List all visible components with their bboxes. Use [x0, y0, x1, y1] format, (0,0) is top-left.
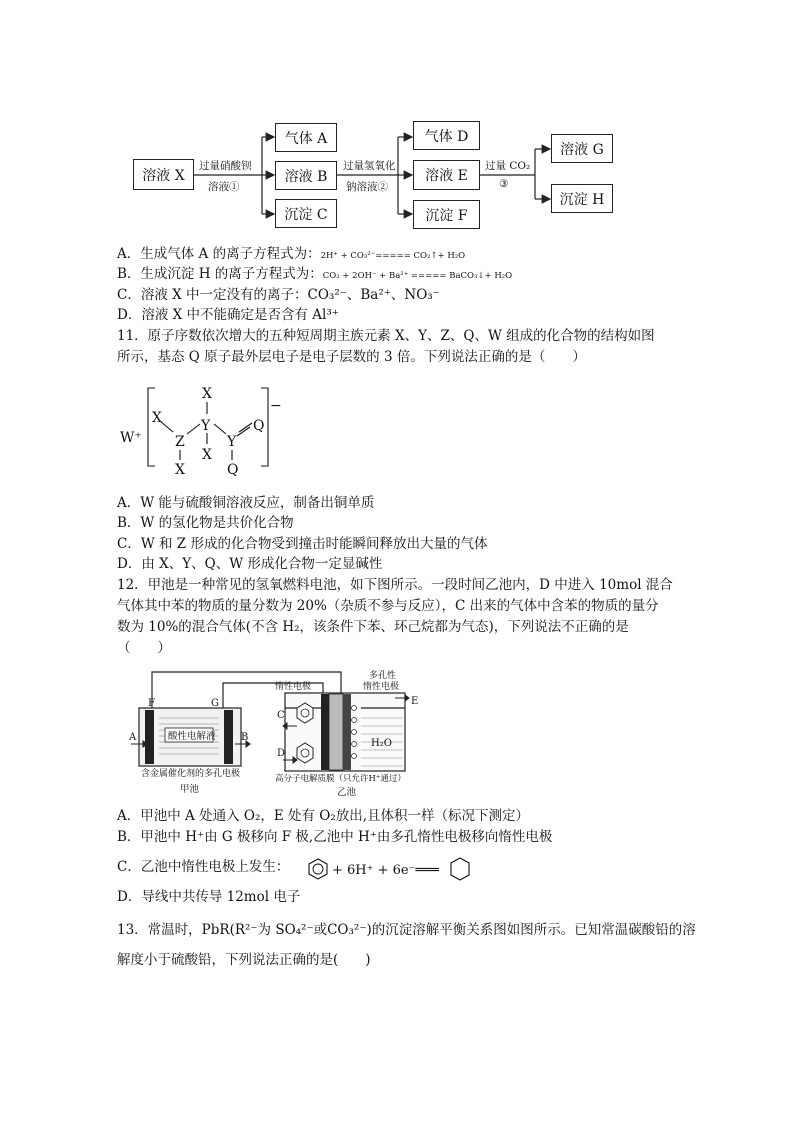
- q11-option-c: C．W 和 Z 形成的化合物受到撞击时能瞬间释放出大量的气体: [117, 536, 488, 552]
- q10-option-c: C．溶液 X 中一定没有的离子：CO₃²⁻、Ba²⁺、NO₃⁻: [117, 287, 440, 303]
- struct-x4: X: [175, 462, 185, 478]
- q12-option-c-equation-text: + 6H⁺ + 6e⁻═══: [332, 863, 439, 878]
- step3-label: ③: [499, 178, 509, 190]
- label-c: C: [277, 710, 285, 721]
- step2-label: 钠溶液②: [346, 181, 388, 193]
- label-e: E: [411, 696, 419, 707]
- inert-electrode: [321, 694, 329, 770]
- step1-label: 溶液①: [208, 181, 240, 193]
- struct-z: Z: [175, 434, 185, 450]
- q13-stem-line2: 解度小于硫酸铅，下列说法正确的是( ): [117, 952, 371, 968]
- step1-reagent: 过量硝酸钡: [199, 160, 252, 172]
- struct-x3: X: [202, 447, 212, 463]
- struct-q1: Q: [253, 418, 265, 434]
- q11-option-b: B．W 的氢化物是共价化合物: [117, 515, 294, 531]
- struct-q2: Q: [227, 462, 239, 478]
- q11-option-a: A．W 能与硫酸铜溶液反应，制备出铜单质: [117, 495, 375, 511]
- box-solution-g: 溶液 G: [551, 134, 613, 163]
- label-membrane: 高分子电解质膜（只允许H⁺通过）: [275, 774, 406, 784]
- q10-option-b-text: B．生成沉淀 H 的离子方程式为：: [117, 266, 323, 282]
- q11-stem-line2: 所示，基态 Q 原子最外层电子是电子层数的 3 倍。下列说法正确的是（ ）: [117, 349, 586, 365]
- q10-option-d: D．溶液 X 中不能确定是否含有 Al³⁺: [117, 307, 339, 323]
- step3-reagent: 过量 CO₂: [485, 160, 531, 172]
- q10-option-a: [117, 244, 465, 266]
- membrane: [329, 694, 343, 770]
- q12-option-a: A．甲池中 A 处通入 O₂，E 处有 O₂放出,且体积一样（标况下测定）: [117, 808, 530, 824]
- label-porous-line1: 多孔性: [369, 671, 397, 681]
- box-precip-c: 沉淀 C: [275, 199, 337, 228]
- box-gas-d: 气体 D: [413, 121, 480, 150]
- struct-charge: −: [270, 398, 282, 414]
- q12-option-d: D．导线中共传导 12mol 电子: [117, 889, 301, 905]
- q12-option-c-equation: [298, 853, 478, 885]
- label-g: G: [211, 698, 219, 709]
- q10-option-a-text: A．生成气体 A 的离子方程式为：: [117, 246, 321, 262]
- q10-option-a-equation: 2H⁺ + CO₃²⁻===== CO₂↑+ H₂O: [320, 251, 466, 261]
- struct-y1: Y: [201, 418, 211, 434]
- label-b: B: [241, 732, 249, 743]
- label-yi: 乙池: [337, 787, 357, 798]
- label-water: H₂O: [371, 738, 392, 749]
- q12-stem-line3: 数为 10%的混合气体(不含 H₂，该条件下苯、环己烷都为气态)，下列说法不正确的是: [117, 619, 629, 635]
- label-electrolyte: 酸性电解液: [168, 731, 216, 742]
- struct-x2: X: [202, 386, 212, 402]
- box-precip-h: 沉淀 H: [551, 184, 613, 213]
- q10-option-b-equation: CO₂ + 2OH⁻ + Ba²⁺ ===== BaCO₃↓+ H₂O: [322, 271, 513, 281]
- step2-reagent: 过量氢氧化: [343, 160, 396, 172]
- electrode-g: [224, 710, 233, 764]
- box-solution-b: 溶液 B: [275, 161, 337, 190]
- q11-option-d: D．由 X、Y、Q、W 形成化合物一定显碱性: [117, 556, 383, 572]
- q12-option-c-text: C．乙池中惰性电极上发生：: [117, 859, 290, 875]
- struct-w-cation: W⁺: [120, 430, 142, 446]
- q13-stem-line1: 13．常温时，PbR(R²⁻为 SO₄²⁻或CO₃²⁻)的沉淀溶解平衡关系图如图所示。已知常温碳酸铅的溶: [117, 922, 696, 938]
- q11-stem-line1: 11．原子序数依次增大的五种短周期主族元素 X、Y、Z、Q、W 组成的化合物的结构如图: [117, 328, 655, 344]
- q12-option-c: [117, 857, 289, 877]
- label-f: F: [148, 698, 155, 709]
- box-solution-e: 溶液 E: [413, 160, 480, 190]
- q12-cell-diagram: [125, 668, 425, 803]
- q12-option-b: B．甲池中 H⁺由 G 极移向 F 极,乙池中 H⁺由多孔惰性电极移向惰性电极: [117, 829, 553, 845]
- label-d: D: [277, 748, 286, 759]
- box-solution-x: 溶液 X: [133, 159, 194, 190]
- cyclohexane-ring-icon: [451, 858, 469, 880]
- q12-stem-line2: 气体其中苯的物质的量分数为 20%（杂质不参与反应），C 出来的气体中含苯的物质的量分: [117, 598, 659, 614]
- box-gas-a: 气体 A: [275, 123, 337, 152]
- q10-option-b: [117, 264, 512, 286]
- q12-stem-line1: 12．甲池是一种常见的氢氧燃料电池，如下图所示。一段时间乙池内，D 中进入 10mol 混合: [117, 577, 673, 593]
- q12-stem-line4: （ ）: [117, 640, 171, 656]
- label-catalyst-electrode: 含金属催化剂的多孔电极: [141, 769, 241, 779]
- struct-x1: X: [152, 410, 162, 426]
- label-a: A: [129, 732, 137, 743]
- label-inert-electrode: 惰性电极: [275, 682, 312, 692]
- label-jia: 甲池: [180, 784, 200, 795]
- flowchart-arrows: [0, 0, 794, 240]
- porous-inert-electrode: [343, 694, 351, 770]
- struct-y2: Y: [227, 434, 237, 450]
- box-precip-f: 沉淀 F: [413, 200, 480, 229]
- label-porous-line2: 惰性电极: [363, 682, 400, 692]
- q11-structure-diagram: [115, 378, 295, 478]
- benzene-ring-icon: [309, 859, 327, 879]
- electrode-f: [145, 710, 154, 764]
